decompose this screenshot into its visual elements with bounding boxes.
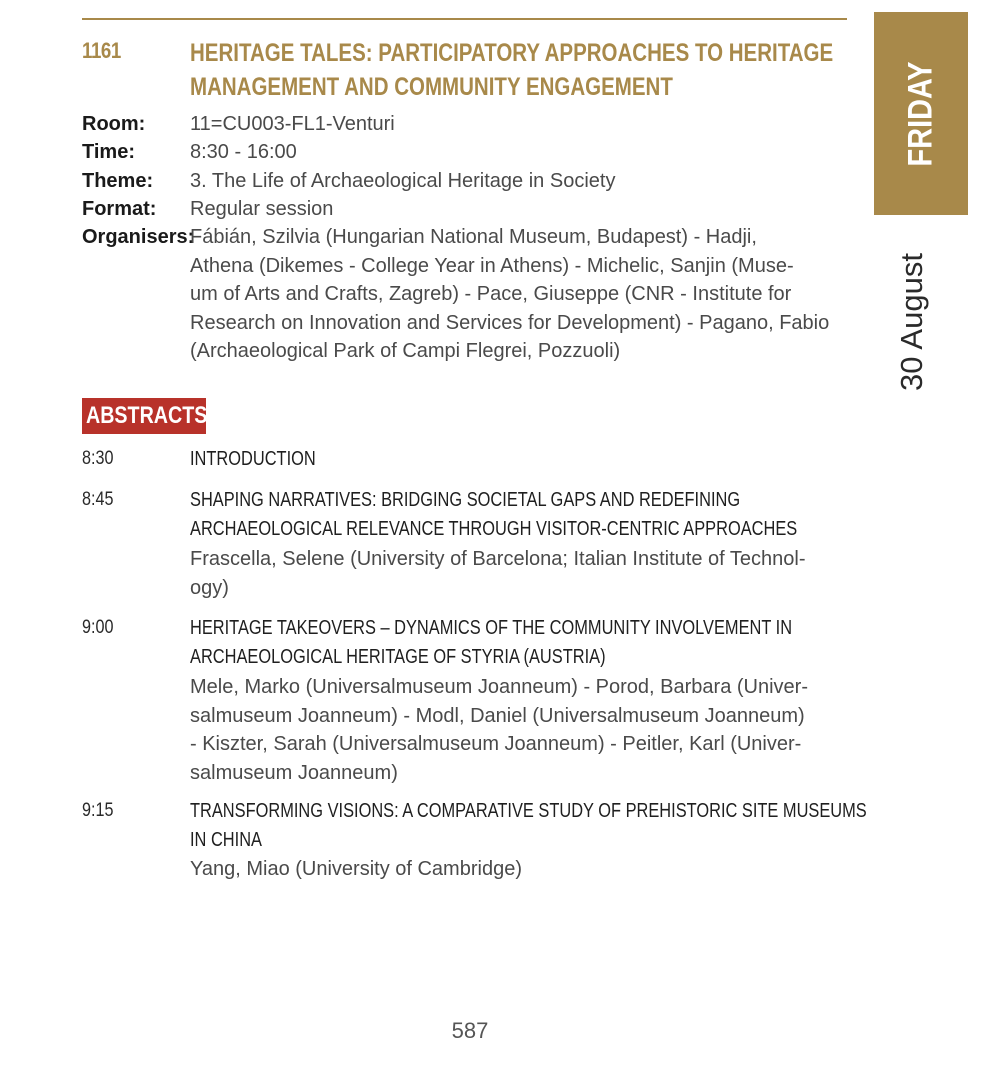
page-number: 587 bbox=[451, 1018, 489, 1043]
abstract-author-line: - Kiszter, Sarah (Universalmuseum Joanneum) - Peitler, Karl (Univer- bbox=[190, 733, 802, 755]
abstract-author-line: Yang, Miao (University of Cambridge) bbox=[190, 858, 522, 880]
format-label: Format: bbox=[82, 198, 157, 220]
abstract-time: 8:45 bbox=[82, 489, 114, 510]
abstract-title-line: INTRODUCTION bbox=[190, 448, 316, 470]
theme-label: Theme: bbox=[82, 170, 154, 192]
organisers-line: Research on Innovation and Services for Development) - Pagano, Fabio bbox=[190, 311, 830, 334]
abstract-time: 8:30 bbox=[82, 448, 114, 469]
room-value: 11=CU003-FL1-Venturi bbox=[190, 113, 395, 135]
abstract-authors bbox=[190, 855, 522, 884]
organisers-list bbox=[190, 223, 829, 366]
abstract-title-line: SHAPING NARRATIVES: BRIDGING SOCIETAL GAPS AND REDEFINING bbox=[190, 489, 741, 511]
organisers-line: Fábián, Szilvia (Hungarian National Museum, Budapest) - Hadji, bbox=[190, 226, 757, 248]
abstract-title-line: TRANSFORMING VISIONS: A COMPARATIVE STUDY OF PREHISTORIC SITE MUSEUMS bbox=[190, 800, 867, 822]
theme-value: 3. The Life of Archaeological Heritage in Society bbox=[190, 170, 616, 192]
abstract-authors bbox=[190, 673, 808, 787]
time-value: 8:30 - 16:00 bbox=[190, 141, 297, 163]
abstract-title bbox=[190, 486, 862, 544]
abstract-title-line: ARCHAEOLOGICAL HERITAGE OF STYRIA (AUSTRIA) bbox=[190, 646, 606, 668]
organisers-line: Athena (Dikemes - College Year in Athens) - Michelic, Sanjin (Muse- bbox=[190, 254, 794, 277]
time-label: Time: bbox=[82, 141, 135, 163]
abstract-title-line: IN CHINA bbox=[190, 829, 262, 851]
abstract-author-line: salmuseum Joanneum) - Modl, Daniel (Universalmuseum Joanneum) bbox=[190, 704, 805, 727]
day-tab-label: FRIDAY bbox=[901, 61, 940, 166]
abstracts-heading bbox=[82, 398, 206, 434]
abstract-title bbox=[190, 614, 862, 672]
organisers-line: um of Arts and Crafts, Zagreb) - Pace, Giuseppe (CNR - Institute for bbox=[190, 283, 792, 305]
abstract-author-line: ogy) bbox=[190, 576, 229, 599]
abstract-time: 9:15 bbox=[82, 800, 114, 821]
date-label: 30 August bbox=[894, 253, 929, 391]
abstract-author-line: Mele, Marko (Universalmuseum Joanneum) - Porod, Barbara (Univer- bbox=[190, 676, 808, 698]
abstracts-heading-label: ABSTRACTS bbox=[86, 402, 208, 429]
abstract-time: 9:00 bbox=[82, 617, 114, 638]
session-title bbox=[190, 36, 846, 104]
abstract-title-line: ARCHAEOLOGICAL RELEVANCE THROUGH VISITOR-CENTRIC APPROACHES bbox=[190, 518, 798, 540]
session-id: 1161 bbox=[82, 38, 121, 63]
top-rule bbox=[82, 18, 847, 20]
format-value: Regular session bbox=[190, 198, 334, 220]
abstract-authors bbox=[190, 545, 806, 602]
abstract-title bbox=[190, 797, 867, 855]
session-title-line: MANAGEMENT AND COMMUNITY ENGAGEMENT bbox=[190, 73, 673, 101]
abstract-author-line: Frascella, Selene (University of Barcelona; Italian Institute of Technol- bbox=[190, 548, 806, 570]
abstract-author-line: salmuseum Joanneum) bbox=[190, 761, 398, 784]
room-label: Room: bbox=[82, 113, 146, 135]
abstract-title bbox=[190, 445, 862, 474]
session-title-line: HERITAGE TALES: PARTICIPATORY APPROACHES TO HERITAGE bbox=[190, 39, 834, 67]
organisers-label: Organisers: bbox=[82, 226, 195, 248]
organisers-line: (Archaeological Park of Campi Flegrei, Pozzuoli) bbox=[190, 340, 621, 362]
day-tab bbox=[874, 12, 968, 215]
abstract-title-line: HERITAGE TAKEOVERS – DYNAMICS OF THE COMMUNITY INVOLVEMENT IN bbox=[190, 617, 793, 639]
